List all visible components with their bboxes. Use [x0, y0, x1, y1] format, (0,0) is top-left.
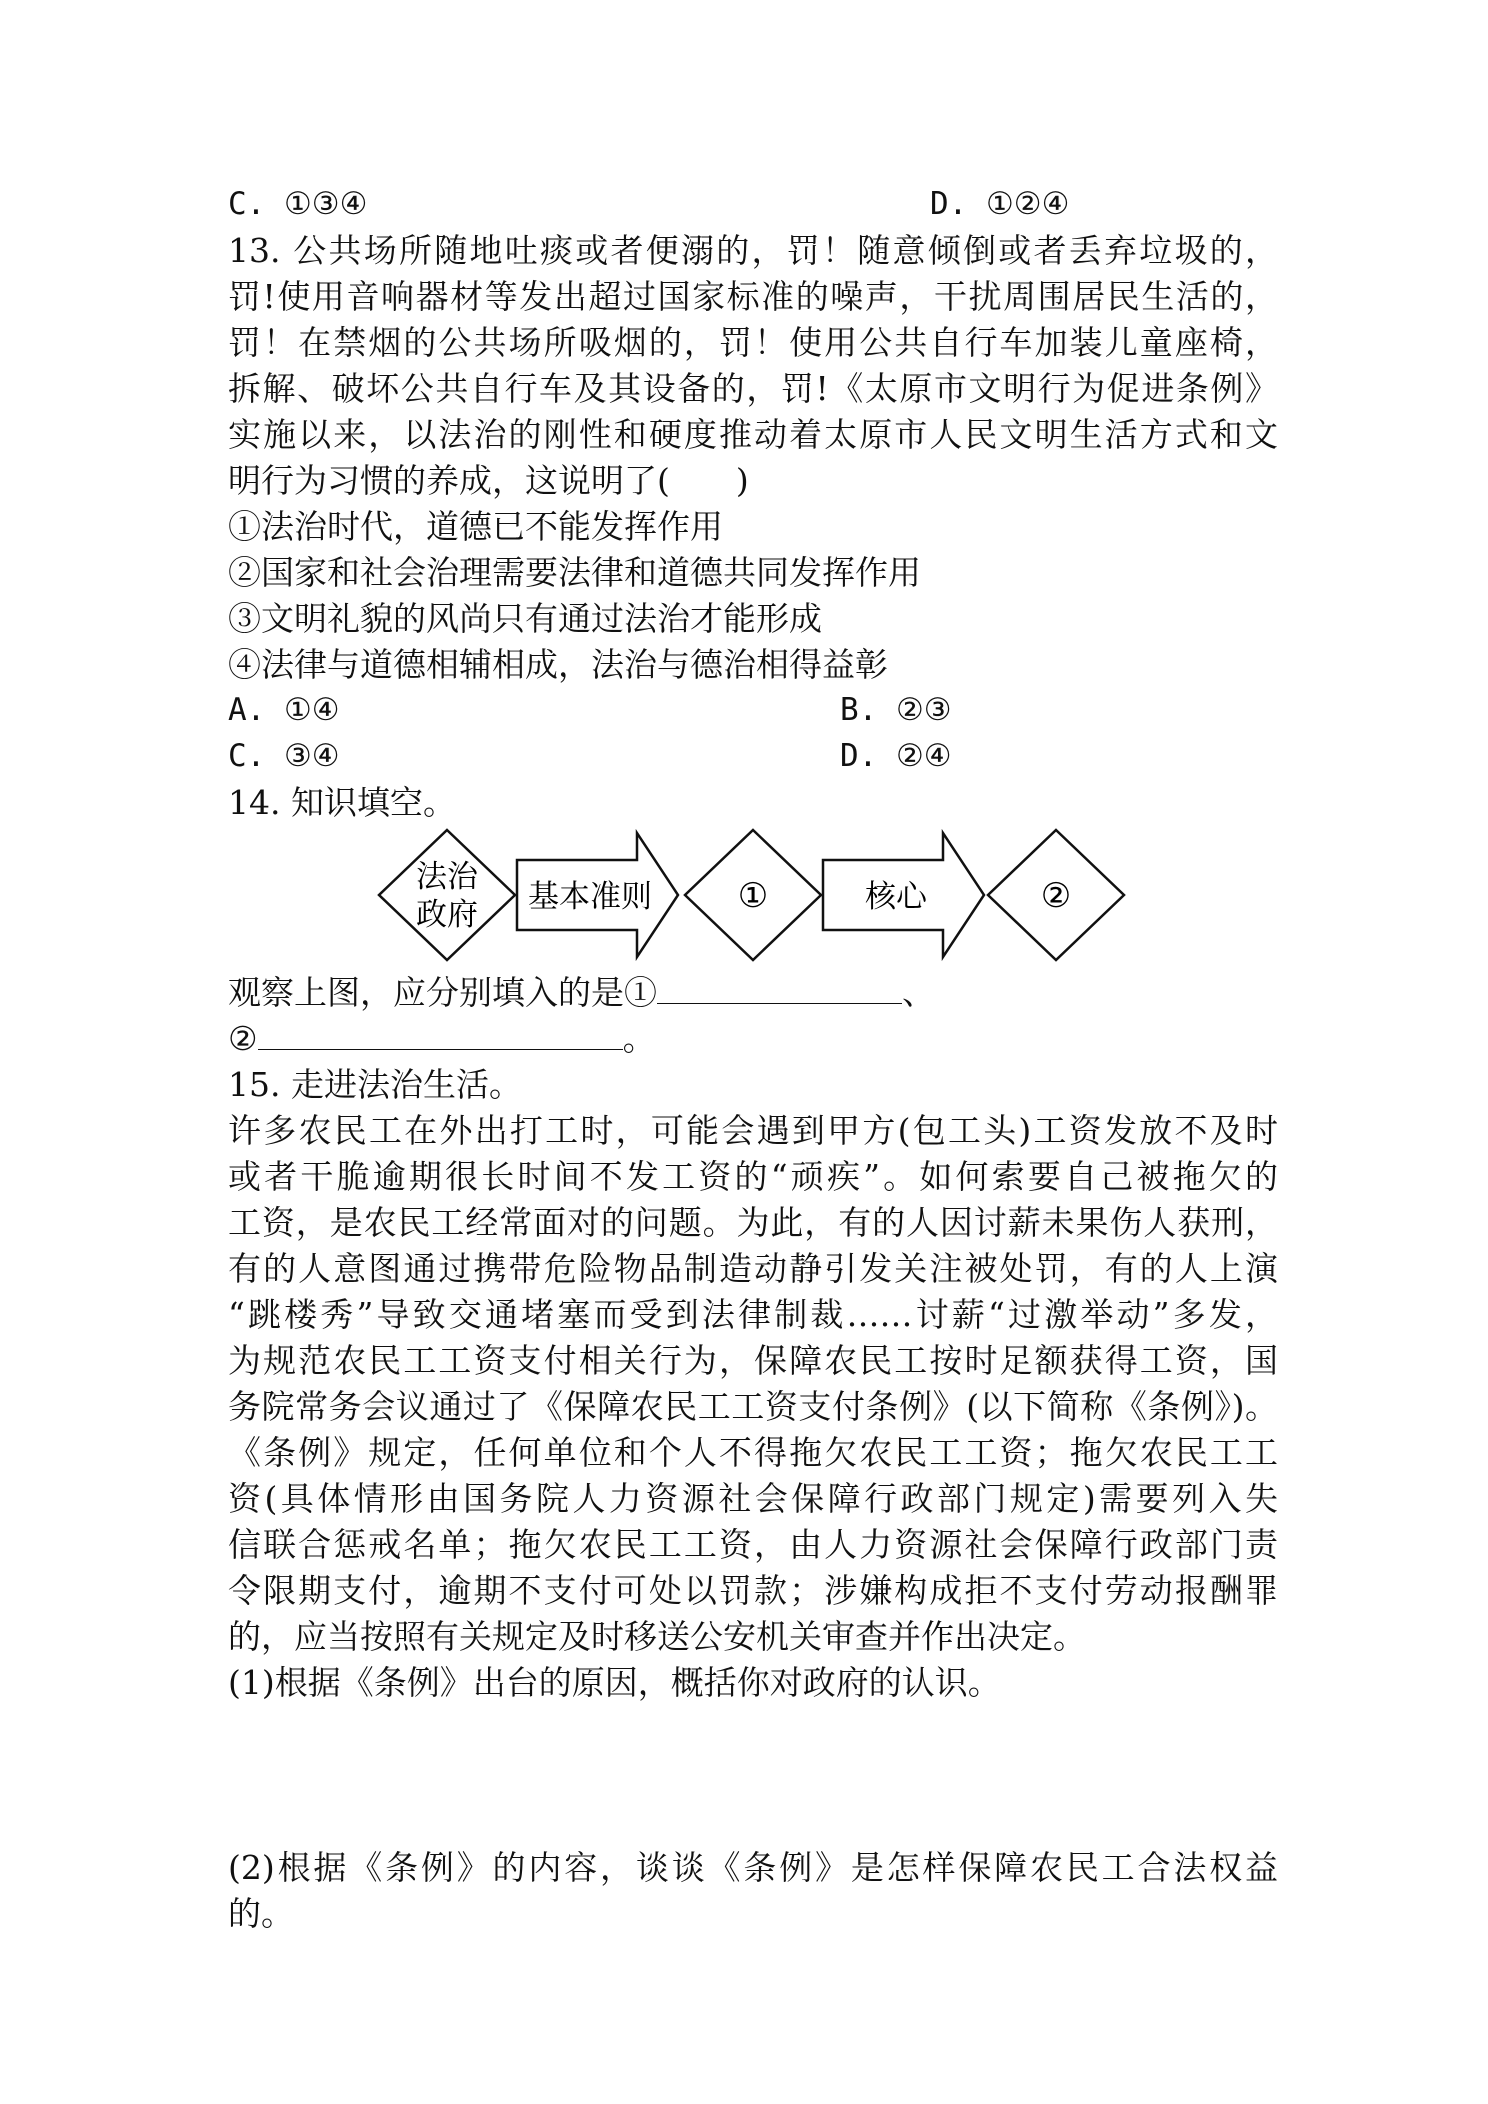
- diagram-start-label-1: 法治: [416, 859, 478, 895]
- q14-end: 。: [622, 1019, 656, 1058]
- q14-blank-2[interactable]: [258, 1019, 623, 1050]
- q13-statement-1: ①法治时代，道德已不能发挥作用: [228, 507, 723, 546]
- diagram-arrow-2-label: 核心: [865, 879, 927, 915]
- q14-blank-2-prefix: ②: [228, 1019, 258, 1058]
- q13-option-d[interactable]: D. ②④: [840, 738, 952, 774]
- q13-statement-2: ②国家和社会治理需要法律和道德共同发挥作用: [228, 553, 921, 592]
- q13-stem-line: 拆解、破坏公共自行车及其设备的，罚!《太原市文明行为促进条例》: [228, 369, 1278, 408]
- q13-stem-line: 明行为习惯的养成，这说明了( ): [228, 461, 749, 500]
- diagram-start-diamond: [379, 830, 515, 960]
- q14-flow-diagram: [0, 825, 1488, 965]
- q15-subquestion-2-line-1: (2)根据《条例》的内容，谈谈《条例》是怎样保障农民工合法权益: [228, 1848, 1278, 1887]
- q15-passage-line: 务院常务会议通过了《保障农民工工资支付条例》(以下简称《条例》)。: [228, 1387, 1278, 1426]
- q15-passage-line: 信联合惩戒名单；拖欠农民工工资，由人力资源社会保障行政部门责: [228, 1525, 1278, 1564]
- diagram-arrow-1-label: 基本准则: [528, 879, 652, 915]
- q15-passage-line: 的，应当按照有关规定及时移送公安机关审查并作出决定。: [228, 1617, 1086, 1656]
- q14-blank-1[interactable]: [657, 973, 902, 1004]
- q15-subquestion-2-line-2: 的。: [228, 1894, 294, 1933]
- q15-title: 15. 走进法治生活。: [228, 1065, 522, 1104]
- q13-stem-line: 罚!使用音响器材等发出超过国家标准的噪声，干扰周围居民生活的，: [228, 277, 1278, 316]
- q15-passage-line: 有的人意图通过携带危险物品制造动静引发关注被处罚，有的人上演: [228, 1249, 1278, 1288]
- diagram-blank-label-2: ②: [1040, 876, 1072, 916]
- q13-stem-line: 13. 公共场所随地吐痰或者便溺的，罚！随意倾倒或者丢弃垃圾的，: [228, 231, 1278, 270]
- q15-passage-line: 为规范农民工工资支付相关行为，保障农民工按时足额获得工资，国: [228, 1341, 1278, 1380]
- diagram-blank-label-1: ①: [737, 876, 769, 916]
- q15-passage-line: 资(具体情形由国务院人力资源社会保障行政部门规定)需要列入失: [228, 1479, 1278, 1518]
- q14-title: 14. 知识填空。: [228, 783, 456, 822]
- q12-option-d[interactable]: D. ①②④: [930, 186, 1070, 222]
- q15-passage-line: 许多农民工在外出打工时，可能会遇到甲方(包工头)工资发放不及时: [228, 1111, 1278, 1150]
- q14-separator: 、: [902, 973, 935, 1012]
- q14-fill-line-1: [228, 970, 935, 1015]
- q15-subquestion-1: (1)根据《条例》出台的原因，概括你对政府的认识。: [228, 1663, 1001, 1702]
- q15-passage-line: 工资，是农民工经常面对的问题。为此，有的人因讨薪未果伤人获刑，: [228, 1203, 1278, 1242]
- q13-stem-line: 实施以来，以法治的刚性和硬度推动着太原市人民文明生活方式和文: [228, 415, 1278, 454]
- q12-option-c[interactable]: C. ①③④: [228, 186, 368, 222]
- q15-passage-line: 或者干脆逾期很长时间不发工资的“顽疾”。如何索要自己被拖欠的: [228, 1157, 1278, 1196]
- q13-statement-3: ③文明礼貌的风尚只有通过法治才能形成: [228, 599, 822, 638]
- q15-passage-line: 令限期支付，逾期不支付可处以罚款；涉嫌构成拒不支付劳动报酬罪: [228, 1571, 1278, 1610]
- q13-option-c[interactable]: C. ③④: [228, 738, 340, 774]
- q14-fill-line-2: [228, 1016, 656, 1061]
- diagram-start-label-2: 政府: [416, 897, 478, 933]
- q13-stem-line: 罚！在禁烟的公共场所吸烟的，罚！使用公共自行车加装儿童座椅，: [228, 323, 1278, 362]
- q13-option-b[interactable]: B. ②③: [840, 692, 952, 728]
- q14-prompt: 观察上图，应分别填入的是①: [228, 973, 657, 1012]
- q13-option-a[interactable]: A. ①④: [228, 692, 340, 728]
- q15-passage-line: 《条例》规定，任何单位和个人不得拖欠农民工工资；拖欠农民工工: [228, 1433, 1278, 1472]
- q13-statement-4: ④法律与道德相辅相成，法治与德治相得益彰: [228, 645, 888, 684]
- q15-passage-line: “跳楼秀”导致交通堵塞而受到法律制裁……讨薪“过激举动”多发，: [228, 1295, 1278, 1334]
